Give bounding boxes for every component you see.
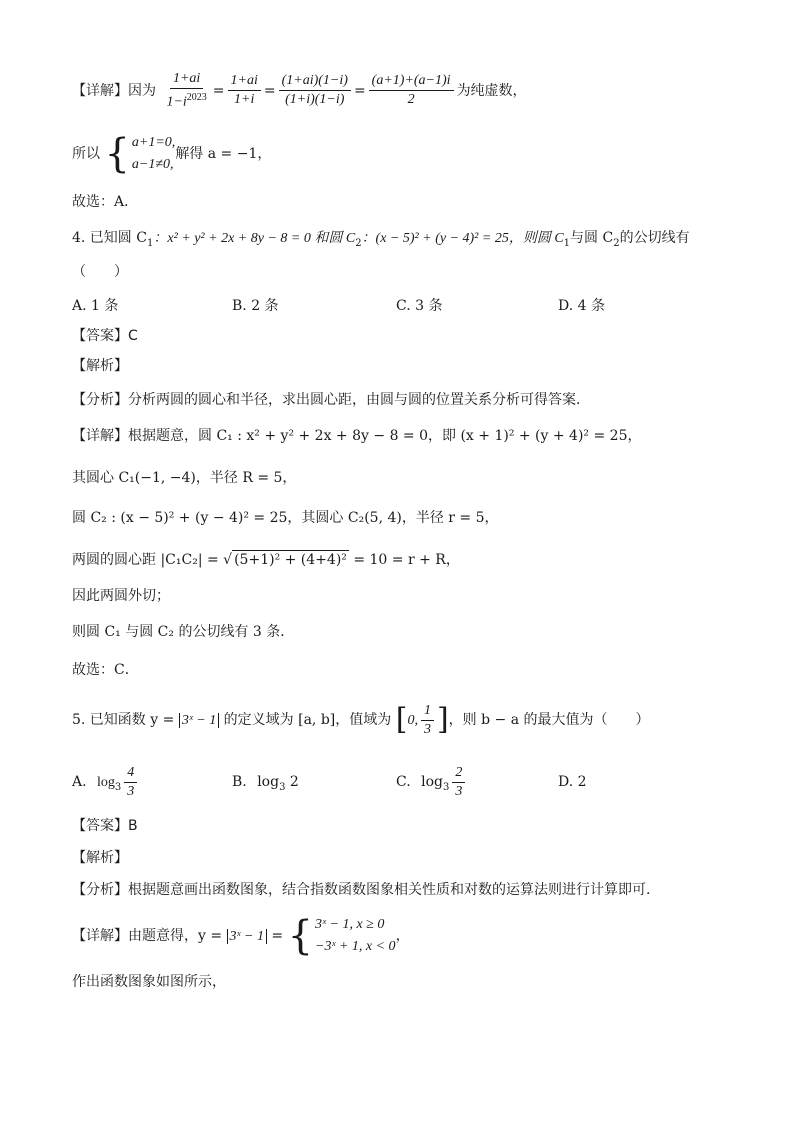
detail-tag: 【详解】 [72, 82, 128, 99]
q5-option-a: A. $\log_3$ $\frac{4}{3}$ [72, 760, 140, 810]
q4-answer: 【答案】C [72, 328, 138, 344]
q5-detail: 【详解】由题意得，y = 3ˣ − 1 = { 3ˣ − 1, x ≥ 0 −3ˣ + 1, x < 0 ， [72, 913, 410, 959]
q4-detail-5: 因此两圆外切； [72, 588, 170, 604]
q4-detail-1: 【详解】根据题意，圆 C₁ : x² + y² + 2x + 8y − 8 = 0，即 (x + 1)² + (y + 4)² = 25， [72, 428, 642, 444]
detail-tail: 为纯虚数， [456, 82, 527, 99]
q4-option-d: D. 4 条 [558, 298, 605, 314]
fraction-3: $\frac{(1+ai)(1-i)}{(1+i)(1-i)}$ [279, 72, 351, 109]
q5-analysis-tag: 【解析】 [72, 850, 128, 866]
q4-detail-4: 两圆的圆心距 |C₁C₂| = √ (5+1)² + (4+4)² = 10 = r + R， [72, 552, 460, 568]
q4-paren: （ ） [72, 264, 128, 280]
fraction-1: $\frac{1+ai}{1-i^{2023}}$ [166, 71, 207, 110]
q5-answer: 【答案】B [72, 818, 138, 834]
equation-system: { a+1=0, a−1≠0, [104, 131, 176, 177]
q4-stem: 4. 已知圆 $C_1$：x² + y² + 2x + 8y − 8 = 0 和圆 $C_2$：(x − 5)² + (y − 4)² = 25，则圆 $C_1$与圆 $C_2$的公切线有 [72, 230, 690, 249]
q3-system-line: 所以 { a+1=0, a−1≠0, 解得 a = −1， [72, 131, 272, 177]
q4-detail-2: 其圆心 C₁(−1, −4)，半径 R = 5， [72, 470, 297, 486]
q5-stem: 5. 已知函数 y = 3ˣ − 1 的定义域为 [a, b]，值域为 [0, $\frac{1}{3}$ ]，则 b − a 的最大值为（ ） [72, 702, 650, 737]
q5-option-c: C. $\log_3$ $\frac{2}{3}$ [396, 760, 468, 810]
fraction-4: $\frac{(a+1)+(a-1)i}{2}$ [369, 72, 454, 109]
fraction-2: $\frac{1+ai}{1+i}$ [228, 72, 261, 109]
q3-detail-line: 【详解】因为 $\frac{1+ai}{1-i^{2023}}$ = $\frac{1+ai}{1+i}$ = $\frac{(1+ai)(1-i)}{(1+i)(1-i)}$ = $\frac{(a+1)+(a-1)i}{2}$ 为纯虚数， [72, 71, 527, 110]
range-fraction: $\frac{1}{3}$ [421, 702, 434, 739]
q4-option-a: A. 1 条 [72, 298, 119, 314]
q5-analyze: 【分析】根据题意画出函数图象，结合指数函数图象相关性质和对数的运算法则进行计算即可. [72, 882, 651, 898]
q4-detail-3: 圆 C₂ : (x − 5)² + (y − 4)² = 25，其圆心 C₂(5, 4)，半径 r = 5， [72, 510, 499, 526]
q5-draw: 作出函数图象如图所示， [72, 974, 226, 990]
detail-lead: 因为 [128, 82, 156, 99]
q4-option-c: C. 3 条 [396, 298, 443, 314]
q4-detail-6: 则圆 C₁ 与圆 C₂ 的公切线有 3 条． [72, 624, 295, 640]
q4-choose: 故选：C． [72, 662, 139, 678]
q5-option-d: D. 2 [558, 774, 587, 790]
piecewise-system: { 3ˣ − 1, x ≥ 0 −3ˣ + 1, x < 0 [287, 913, 396, 959]
q4-analysis-tag: 【解析】 [72, 358, 128, 374]
q4-analyze: 【分析】分析两圆的圆心和半径，求出圆心距，由圆与圆的位置关系分析可得答案． [72, 392, 590, 408]
q5-option-b: B. $\log_3 2$ [232, 774, 299, 793]
q3-choose: 故选：A． [72, 194, 139, 210]
q5-options [72, 760, 734, 804]
q4-option-b: B. 2 条 [232, 298, 279, 314]
